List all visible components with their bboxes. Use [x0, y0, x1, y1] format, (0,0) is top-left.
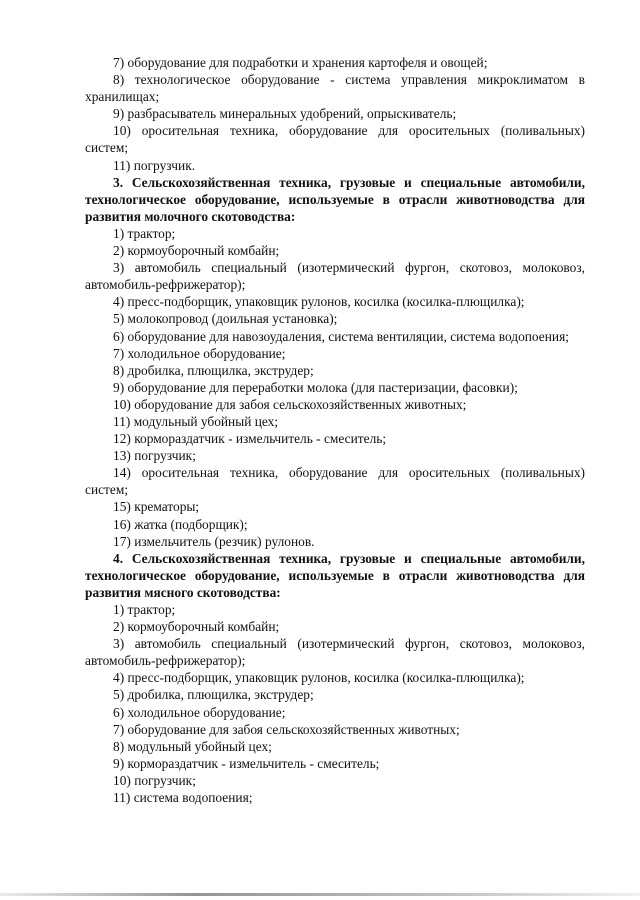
list-item: 5) молокопровод (доильная установка); [113, 311, 338, 327]
list-item: 11) модульный убойный цех; [113, 413, 279, 429]
list-item: 17) измельчитель (резчик) рулонов. [113, 533, 315, 549]
list-item: 10) оборудование для забоя сельскохозяйственных животных; [113, 396, 467, 412]
list-item: 8) технологическое оборудование - система управления микроклиматом в хранилищах; [85, 72, 585, 105]
list-item: 13) погрузчик; [113, 448, 196, 464]
list-item: 4) пресс-подборщик, упаковщик рулонов, косилка (косилка-плющилка); [113, 294, 525, 310]
list-item: 8) дробилка, плющилка, экструдер; [113, 362, 314, 378]
list-item: 5) дробилка, плющилка, экструдер; [113, 687, 314, 703]
list-item: 15) крематоры; [113, 499, 200, 515]
list-item: 3) автомобиль специальный (изотермический фургон, скотовоз, молоковоз, автомобиль-рефрижератор); [85, 636, 585, 669]
list-item: 8) модульный убойный цех; [113, 738, 272, 754]
list-item: 11) система водопоения; [113, 790, 253, 806]
list-item: 2) кормоуборочный комбайн; [113, 243, 280, 259]
list-item: 10) погрузчик; [113, 772, 196, 788]
list-item: 4) пресс-подборщик, упаковщик рулонов, косилка (косилка-плющилка); [113, 670, 525, 686]
list-item: 3) автомобиль специальный (изотермический фургон, скотовоз, молоковоз, автомобиль-рефрижератор); [85, 260, 585, 293]
list-item: 12) кормораздатчик - измельчитель - смеситель; [113, 431, 387, 447]
list-item: 2) кормоуборочный комбайн; [113, 619, 280, 635]
list-item: 1) трактор; [113, 602, 176, 617]
list-item: 9) оборудование для переработки молока (для пастеризации, фасовки); [113, 379, 518, 395]
list-item: 10) оросительная техника, оборудование для оросительных (поливальных) систем; [85, 123, 585, 156]
list-item: 16) жатка (подборщик); [113, 516, 248, 532]
list-item: 7) холодильное оборудование; [113, 345, 286, 361]
list-item: 14) оросительная техника, оборудование для оросительных (поливальных) систем; [85, 465, 585, 498]
section-heading-3: 3. Сельскохозяйственная техника, грузовые и специальные автомобили, технологическое оборудование, используемые в отрасли животноводства для развития молочного скотоводства: [85, 174, 585, 224]
list-item: 6) оборудование для навозоудаления, система вентиляции, система водопоения; [113, 328, 569, 344]
list-item: 11) погрузчик. [113, 157, 196, 173]
list-item: 7) оборудование для подработки и хранения картофеля и овощей; [113, 55, 488, 70]
document-page [85, 54, 585, 806]
list-item: 1) трактор; [113, 225, 176, 241]
scan-edge-shadow [0, 893, 640, 896]
list-item: 7) оборудование для забоя сельскохозяйственных животных; [113, 721, 460, 737]
list-item: 6) холодильное оборудование; [113, 704, 286, 720]
list-item: 9) разбрасыватель минеральных удобрений, опрыскиватель; [113, 106, 457, 122]
section-heading-4: 4. Сельскохозяйственная техника, грузовые и специальные автомобили, технологическое оборудование, используемые в отрасли животноводства для развития мясного скотоводства: [85, 550, 585, 600]
list-item: 9) кормораздатчик - измельчитель - смеситель; [113, 755, 380, 771]
